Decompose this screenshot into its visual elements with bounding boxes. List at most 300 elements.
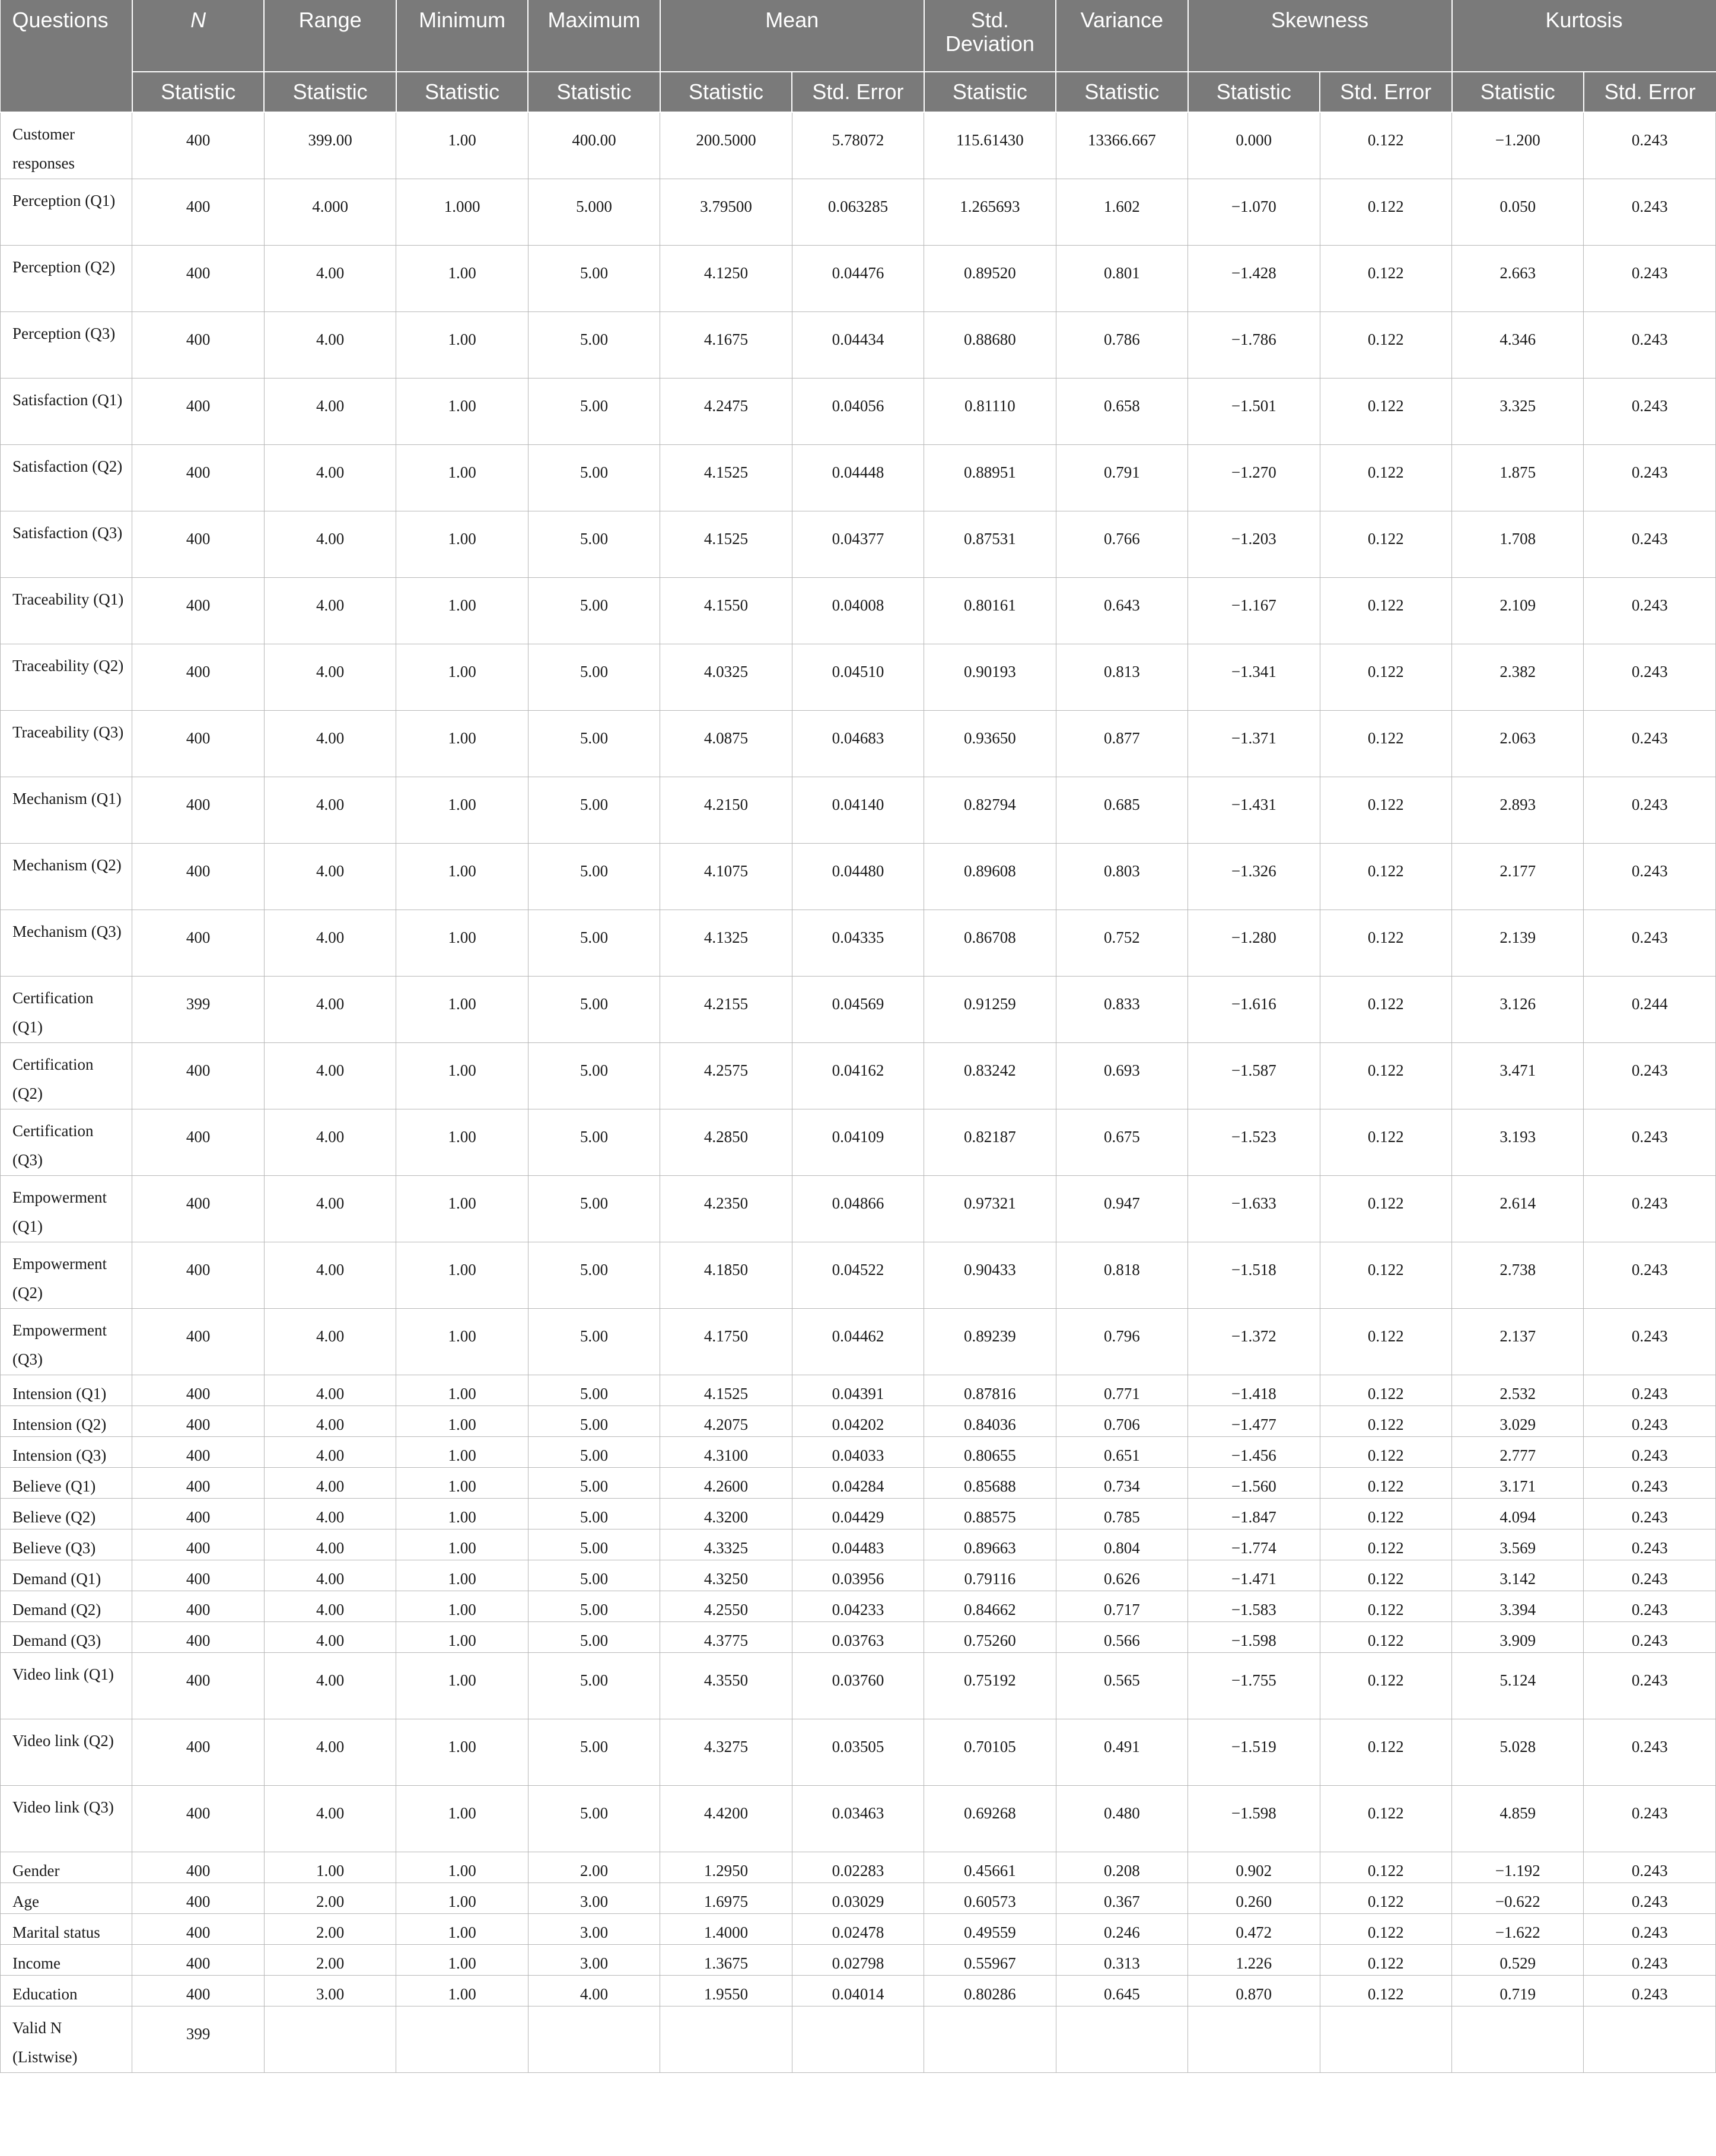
cell-skewness: −1.326 <box>1188 844 1320 910</box>
cell-maximum: 5.000 <box>528 179 660 246</box>
table-row <box>1 578 1716 644</box>
cell-question: Age <box>1 1883 132 1914</box>
cell-maximum: 5.00 <box>528 977 660 1043</box>
cell-skewness-std-error: 0.122 <box>1320 1560 1451 1591</box>
cell-minimum: 1.00 <box>396 445 528 511</box>
cell-maximum: 5.00 <box>528 445 660 511</box>
cell-mean: 4.1750 <box>660 1309 792 1375</box>
subheader-statistic: Statistic <box>1056 72 1187 112</box>
cell-minimum: 1.00 <box>396 1176 528 1242</box>
table-row <box>1 1591 1716 1622</box>
table-row <box>1 1529 1716 1560</box>
cell-range: 4.000 <box>264 179 396 246</box>
cell-variance: 0.491 <box>1056 1719 1187 1786</box>
cell-mean-std-error: 0.04109 <box>792 1109 924 1176</box>
cell-mean-std-error: 0.063285 <box>792 179 924 246</box>
cell-kurtosis: 2.382 <box>1452 644 1584 711</box>
cell-question: Video link (Q2) <box>1 1719 132 1786</box>
cell-question: Demand (Q1) <box>1 1560 132 1591</box>
cell-mean-std-error: 0.04202 <box>792 1406 924 1437</box>
cell-kurtosis-std-error: 0.243 <box>1584 312 1716 379</box>
cell-kurtosis-std-error: 0.243 <box>1584 511 1716 578</box>
cell-range: 4.00 <box>264 1622 396 1653</box>
table-row <box>1 1499 1716 1529</box>
table-row <box>1 1719 1716 1786</box>
cell-kurtosis-std-error: 0.243 <box>1584 379 1716 445</box>
cell-n: 400 <box>132 777 264 844</box>
cell-mean-std-error: 0.04233 <box>792 1591 924 1622</box>
cell-question: Customer responses <box>1 112 132 179</box>
cell-kurtosis: 3.569 <box>1452 1529 1584 1560</box>
cell-variance: 0.791 <box>1056 445 1187 511</box>
cell-mean <box>660 2006 792 2073</box>
cell-variance: 0.766 <box>1056 511 1187 578</box>
subheader-statistic: Statistic <box>1188 72 1320 112</box>
table-row <box>1 379 1716 445</box>
cell-mean: 4.3100 <box>660 1437 792 1468</box>
cell-n: 400 <box>132 1309 264 1375</box>
cell-kurtosis: 2.109 <box>1452 578 1584 644</box>
cell-variance: 13366.667 <box>1056 112 1187 179</box>
cell-minimum: 1.00 <box>396 1653 528 1719</box>
cell-variance: 0.833 <box>1056 977 1187 1043</box>
cell-question: Demand (Q2) <box>1 1591 132 1622</box>
cell-n: 400 <box>132 1914 264 1945</box>
cell-question: Income <box>1 1945 132 1976</box>
cell-maximum: 5.00 <box>528 1437 660 1468</box>
cell-minimum: 1.00 <box>396 379 528 445</box>
cell-skewness: −1.598 <box>1188 1622 1320 1653</box>
cell-n: 400 <box>132 1883 264 1914</box>
cell-minimum <box>396 2006 528 2073</box>
cell-skewness: −1.477 <box>1188 1406 1320 1437</box>
cell-mean-std-error: 0.04448 <box>792 445 924 511</box>
cell-n: 400 <box>132 1043 264 1109</box>
cell-variance: 0.785 <box>1056 1499 1187 1529</box>
table-row <box>1 1786 1716 1852</box>
cell-skewness: −1.519 <box>1188 1719 1320 1786</box>
cell-std-deviation: 0.80161 <box>924 578 1056 644</box>
cell-kurtosis: 3.325 <box>1452 379 1584 445</box>
cell-kurtosis: −1.200 <box>1452 112 1584 179</box>
cell-variance: 0.877 <box>1056 711 1187 777</box>
cell-kurtosis: 2.063 <box>1452 711 1584 777</box>
cell-range: 4.00 <box>264 977 396 1043</box>
cell-mean-std-error: 0.03029 <box>792 1883 924 1914</box>
cell-question: Perception (Q1) <box>1 179 132 246</box>
cell-std-deviation: 115.61430 <box>924 112 1056 179</box>
cell-maximum: 3.00 <box>528 1914 660 1945</box>
cell-variance: 0.658 <box>1056 379 1187 445</box>
cell-skewness: −1.755 <box>1188 1653 1320 1719</box>
cell-skewness: −1.633 <box>1188 1176 1320 1242</box>
cell-std-deviation: 0.55967 <box>924 1945 1056 1976</box>
table-row <box>1 1653 1716 1719</box>
cell-mean-std-error: 0.04569 <box>792 977 924 1043</box>
cell-std-deviation: 0.91259 <box>924 977 1056 1043</box>
cell-minimum: 1.00 <box>396 777 528 844</box>
cell-mean-std-error: 0.03505 <box>792 1719 924 1786</box>
cell-kurtosis: 2.177 <box>1452 844 1584 910</box>
table-row <box>1 1468 1716 1499</box>
cell-std-deviation: 0.87531 <box>924 511 1056 578</box>
table-row <box>1 711 1716 777</box>
cell-kurtosis: −1.622 <box>1452 1914 1584 1945</box>
cell-minimum: 1.00 <box>396 977 528 1043</box>
cell-maximum: 5.00 <box>528 1560 660 1591</box>
cell-skewness: −1.560 <box>1188 1468 1320 1499</box>
cell-variance: 0.208 <box>1056 1852 1187 1883</box>
cell-std-deviation: 0.86708 <box>924 910 1056 977</box>
cell-variance: 0.734 <box>1056 1468 1187 1499</box>
cell-question: Marital status <box>1 1914 132 1945</box>
cell-kurtosis <box>1452 2006 1584 2073</box>
cell-n: 400 <box>132 1499 264 1529</box>
cell-skewness: −1.786 <box>1188 312 1320 379</box>
cell-std-deviation: 0.70105 <box>924 1719 1056 1786</box>
cell-skewness-std-error: 0.122 <box>1320 1176 1451 1242</box>
cell-mean: 4.2150 <box>660 777 792 844</box>
cell-skewness-std-error: 0.122 <box>1320 246 1451 312</box>
cell-skewness-std-error: 0.122 <box>1320 777 1451 844</box>
cell-minimum: 1.00 <box>396 1468 528 1499</box>
cell-variance: 0.313 <box>1056 1945 1187 1976</box>
cell-kurtosis: −1.192 <box>1452 1852 1584 1883</box>
cell-skewness-std-error: 0.122 <box>1320 1043 1451 1109</box>
cell-kurtosis-std-error: 0.243 <box>1584 1719 1716 1786</box>
cell-kurtosis-std-error: 0.243 <box>1584 1883 1716 1914</box>
cell-kurtosis: 2.893 <box>1452 777 1584 844</box>
table-row <box>1 1883 1716 1914</box>
cell-mean-std-error: 0.02478 <box>792 1914 924 1945</box>
cell-kurtosis-std-error: 0.243 <box>1584 1945 1716 1976</box>
cell-mean: 4.1550 <box>660 578 792 644</box>
cell-variance: 0.801 <box>1056 246 1187 312</box>
cell-skewness: −1.583 <box>1188 1591 1320 1622</box>
table-row <box>1 1976 1716 2006</box>
cell-minimum: 1.00 <box>396 1560 528 1591</box>
cell-skewness: 1.226 <box>1188 1945 1320 1976</box>
cell-mean: 3.79500 <box>660 179 792 246</box>
cell-variance <box>1056 2006 1187 2073</box>
cell-skewness: −1.203 <box>1188 511 1320 578</box>
cell-range: 4.00 <box>264 644 396 711</box>
cell-question: Satisfaction (Q3) <box>1 511 132 578</box>
cell-std-deviation: 0.88575 <box>924 1499 1056 1529</box>
cell-range: 4.00 <box>264 910 396 977</box>
cell-mean: 4.1675 <box>660 312 792 379</box>
table-row <box>1 1622 1716 1653</box>
cell-n: 400 <box>132 179 264 246</box>
header-maximum: Maximum <box>528 0 660 72</box>
cell-question: Traceability (Q1) <box>1 578 132 644</box>
cell-skewness-std-error: 0.122 <box>1320 1468 1451 1499</box>
cell-question: Satisfaction (Q1) <box>1 379 132 445</box>
cell-maximum: 400.00 <box>528 112 660 179</box>
cell-kurtosis-std-error: 0.243 <box>1584 1043 1716 1109</box>
cell-question: Education <box>1 1976 132 2006</box>
cell-minimum: 1.00 <box>396 1591 528 1622</box>
cell-skewness-std-error: 0.122 <box>1320 1591 1451 1622</box>
cell-range: 4.00 <box>264 1242 396 1309</box>
subheader-statistic: Statistic <box>924 72 1056 112</box>
cell-range: 4.00 <box>264 1437 396 1468</box>
table-row <box>1 644 1716 711</box>
cell-n: 400 <box>132 1719 264 1786</box>
cell-minimum: 1.00 <box>396 1375 528 1406</box>
cell-n: 400 <box>132 711 264 777</box>
cell-kurtosis: 1.875 <box>1452 445 1584 511</box>
cell-mean: 4.2575 <box>660 1043 792 1109</box>
cell-skewness-std-error: 0.122 <box>1320 1653 1451 1719</box>
cell-question: Mechanism (Q1) <box>1 777 132 844</box>
cell-question: Satisfaction (Q2) <box>1 445 132 511</box>
cell-maximum: 5.00 <box>528 910 660 977</box>
cell-n: 400 <box>132 844 264 910</box>
table-row <box>1 910 1716 977</box>
cell-question: Empowerment (Q2) <box>1 1242 132 1309</box>
cell-mean-std-error: 0.04008 <box>792 578 924 644</box>
table-row <box>1 312 1716 379</box>
cell-question: Certification (Q3) <box>1 1109 132 1176</box>
cell-variance: 0.804 <box>1056 1529 1187 1560</box>
cell-mean-std-error: 0.04476 <box>792 246 924 312</box>
cell-kurtosis-std-error: 0.243 <box>1584 1560 1716 1591</box>
cell-minimum: 1.00 <box>396 910 528 977</box>
cell-variance: 0.771 <box>1056 1375 1187 1406</box>
table-row <box>1 977 1716 1043</box>
cell-mean: 4.2155 <box>660 977 792 1043</box>
cell-skewness-std-error: 0.122 <box>1320 1309 1451 1375</box>
cell-skewness-std-error: 0.122 <box>1320 1437 1451 1468</box>
cell-mean: 4.2850 <box>660 1109 792 1176</box>
cell-mean: 4.2350 <box>660 1176 792 1242</box>
cell-maximum <box>528 2006 660 2073</box>
cell-mean-std-error: 0.04033 <box>792 1437 924 1468</box>
cell-range: 4.00 <box>264 379 396 445</box>
cell-skewness-std-error: 0.122 <box>1320 1914 1451 1945</box>
cell-mean-std-error: 0.04056 <box>792 379 924 445</box>
cell-range: 4.00 <box>264 1653 396 1719</box>
cell-maximum: 5.00 <box>528 1786 660 1852</box>
cell-kurtosis: 0.050 <box>1452 179 1584 246</box>
cell-question: Mechanism (Q2) <box>1 844 132 910</box>
cell-kurtosis-std-error: 0.243 <box>1584 1622 1716 1653</box>
cell-kurtosis-std-error: 0.243 <box>1584 1653 1716 1719</box>
cell-std-deviation: 0.79116 <box>924 1560 1056 1591</box>
subheader-statistic: Statistic <box>528 72 660 112</box>
cell-maximum: 5.00 <box>528 1406 660 1437</box>
cell-n: 399 <box>132 977 264 1043</box>
cell-n: 400 <box>132 1976 264 2006</box>
table-row <box>1 1406 1716 1437</box>
cell-variance: 0.246 <box>1056 1914 1187 1945</box>
cell-maximum: 5.00 <box>528 1309 660 1375</box>
cell-range: 4.00 <box>264 1786 396 1852</box>
cell-kurtosis: 3.142 <box>1452 1560 1584 1591</box>
table-row <box>1 246 1716 312</box>
cell-skewness-std-error: 0.122 <box>1320 1945 1451 1976</box>
cell-n: 400 <box>132 1109 264 1176</box>
header-skewness: Skewness <box>1188 0 1452 72</box>
table-row <box>1 1309 1716 1375</box>
cell-std-deviation: 0.89239 <box>924 1309 1056 1375</box>
cell-std-deviation: 0.75192 <box>924 1653 1056 1719</box>
cell-skewness-std-error: 0.122 <box>1320 1719 1451 1786</box>
cell-minimum: 1.00 <box>396 1043 528 1109</box>
cell-variance: 0.675 <box>1056 1109 1187 1176</box>
cell-mean: 4.1525 <box>660 511 792 578</box>
cell-skewness: −1.518 <box>1188 1242 1320 1309</box>
cell-skewness: −1.428 <box>1188 246 1320 312</box>
cell-n: 400 <box>132 379 264 445</box>
cell-question: Gender <box>1 1852 132 1883</box>
cell-question: Intension (Q1) <box>1 1375 132 1406</box>
table-row <box>1 844 1716 910</box>
cell-variance: 0.480 <box>1056 1786 1187 1852</box>
cell-range: 4.00 <box>264 1109 396 1176</box>
cell-maximum: 5.00 <box>528 844 660 910</box>
cell-kurtosis-std-error: 0.243 <box>1584 1914 1716 1945</box>
cell-skewness-std-error <box>1320 2006 1451 2073</box>
cell-skewness-std-error: 0.122 <box>1320 1883 1451 1914</box>
cell-mean: 4.1850 <box>660 1242 792 1309</box>
cell-skewness: −1.471 <box>1188 1560 1320 1591</box>
cell-range <box>264 2006 396 2073</box>
cell-mean: 1.3675 <box>660 1945 792 1976</box>
cell-kurtosis-std-error: 0.243 <box>1584 1499 1716 1529</box>
cell-std-deviation: 0.88680 <box>924 312 1056 379</box>
cell-maximum: 5.00 <box>528 1242 660 1309</box>
cell-kurtosis-std-error <box>1584 2006 1716 2073</box>
cell-skewness-std-error: 0.122 <box>1320 1109 1451 1176</box>
cell-variance: 1.602 <box>1056 179 1187 246</box>
cell-skewness: −1.456 <box>1188 1437 1320 1468</box>
table-row <box>1 1914 1716 1945</box>
cell-n: 400 <box>132 1852 264 1883</box>
cell-n: 400 <box>132 1176 264 1242</box>
cell-range: 4.00 <box>264 844 396 910</box>
cell-skewness-std-error: 0.122 <box>1320 711 1451 777</box>
cell-skewness: −1.372 <box>1188 1309 1320 1375</box>
header-minimum: Minimum <box>396 0 528 72</box>
cell-skewness: −1.774 <box>1188 1529 1320 1560</box>
cell-std-deviation: 0.88951 <box>924 445 1056 511</box>
cell-skewness: −1.501 <box>1188 379 1320 445</box>
cell-mean: 4.3550 <box>660 1653 792 1719</box>
cell-mean: 4.4200 <box>660 1786 792 1852</box>
cell-minimum: 1.00 <box>396 844 528 910</box>
cell-mean-std-error: 0.04391 <box>792 1375 924 1406</box>
cell-skewness-std-error: 0.122 <box>1320 910 1451 977</box>
cell-skewness-std-error: 0.122 <box>1320 112 1451 179</box>
cell-n: 400 <box>132 445 264 511</box>
cell-kurtosis: 3.029 <box>1452 1406 1584 1437</box>
cell-std-deviation: 0.87816 <box>924 1375 1056 1406</box>
cell-kurtosis: 2.532 <box>1452 1375 1584 1406</box>
header-row-titles <box>1 0 1716 72</box>
cell-question: Traceability (Q3) <box>1 711 132 777</box>
subheader-statistic: Statistic <box>660 72 792 112</box>
cell-maximum: 5.00 <box>528 511 660 578</box>
cell-kurtosis: 3.394 <box>1452 1591 1584 1622</box>
cell-kurtosis: 0.719 <box>1452 1976 1584 2006</box>
cell-minimum: 1.00 <box>396 1945 528 1976</box>
cell-kurtosis-std-error: 0.243 <box>1584 1591 1716 1622</box>
cell-skewness: −1.847 <box>1188 1499 1320 1529</box>
table-row <box>1 1560 1716 1591</box>
cell-n: 400 <box>132 1437 264 1468</box>
cell-mean: 4.0875 <box>660 711 792 777</box>
header-std-deviation: Std. Deviation <box>924 0 1056 72</box>
cell-range: 4.00 <box>264 1375 396 1406</box>
cell-variance: 0.803 <box>1056 844 1187 910</box>
cell-mean-std-error <box>792 2006 924 2073</box>
cell-range: 4.00 <box>264 578 396 644</box>
cell-std-deviation: 1.265693 <box>924 179 1056 246</box>
cell-skewness-std-error: 0.122 <box>1320 1242 1451 1309</box>
cell-std-deviation: 0.85688 <box>924 1468 1056 1499</box>
cell-question: Traceability (Q2) <box>1 644 132 711</box>
cell-mean-std-error: 0.04462 <box>792 1309 924 1375</box>
cell-minimum: 1.00 <box>396 578 528 644</box>
cell-std-deviation: 0.69268 <box>924 1786 1056 1852</box>
cell-kurtosis: 4.346 <box>1452 312 1584 379</box>
cell-minimum: 1.00 <box>396 1719 528 1786</box>
cell-skewness: 0.472 <box>1188 1914 1320 1945</box>
cell-variance: 0.566 <box>1056 1622 1187 1653</box>
cell-variance: 0.796 <box>1056 1309 1187 1375</box>
cell-kurtosis: 3.126 <box>1452 977 1584 1043</box>
cell-maximum: 5.00 <box>528 578 660 644</box>
cell-skewness-std-error: 0.122 <box>1320 1852 1451 1883</box>
cell-minimum: 1.00 <box>396 511 528 578</box>
table-row <box>1 1945 1716 1976</box>
cell-kurtosis-std-error: 0.243 <box>1584 1176 1716 1242</box>
cell-maximum: 5.00 <box>528 1719 660 1786</box>
cell-kurtosis-std-error: 0.243 <box>1584 112 1716 179</box>
cell-mean-std-error: 0.04377 <box>792 511 924 578</box>
cell-mean-std-error: 0.04284 <box>792 1468 924 1499</box>
cell-n: 400 <box>132 1945 264 1976</box>
cell-maximum: 5.00 <box>528 379 660 445</box>
cell-n: 400 <box>132 1653 264 1719</box>
cell-question: Intension (Q3) <box>1 1437 132 1468</box>
cell-question: Demand (Q3) <box>1 1622 132 1653</box>
cell-minimum: 1.00 <box>396 1883 528 1914</box>
cell-minimum: 1.00 <box>396 312 528 379</box>
cell-question: Certification (Q2) <box>1 1043 132 1109</box>
cell-mean: 4.1525 <box>660 445 792 511</box>
cell-range: 4.00 <box>264 1591 396 1622</box>
cell-variance: 0.367 <box>1056 1883 1187 1914</box>
cell-question: Valid N (Listwise) <box>1 2006 132 2073</box>
cell-std-deviation: 0.97321 <box>924 1176 1056 1242</box>
header-row-subtitles <box>1 72 1716 112</box>
cell-std-deviation: 0.84036 <box>924 1406 1056 1437</box>
cell-question: Mechanism (Q3) <box>1 910 132 977</box>
cell-std-deviation: 0.83242 <box>924 1043 1056 1109</box>
cell-mean: 1.4000 <box>660 1914 792 1945</box>
cell-skewness-std-error: 0.122 <box>1320 1375 1451 1406</box>
table-row <box>1 1242 1716 1309</box>
cell-skewness-std-error: 0.122 <box>1320 1622 1451 1653</box>
cell-minimum: 1.00 <box>396 1406 528 1437</box>
cell-skewness-std-error: 0.122 <box>1320 379 1451 445</box>
cell-skewness-std-error: 0.122 <box>1320 1529 1451 1560</box>
cell-maximum: 5.00 <box>528 777 660 844</box>
cell-mean-std-error: 0.04522 <box>792 1242 924 1309</box>
